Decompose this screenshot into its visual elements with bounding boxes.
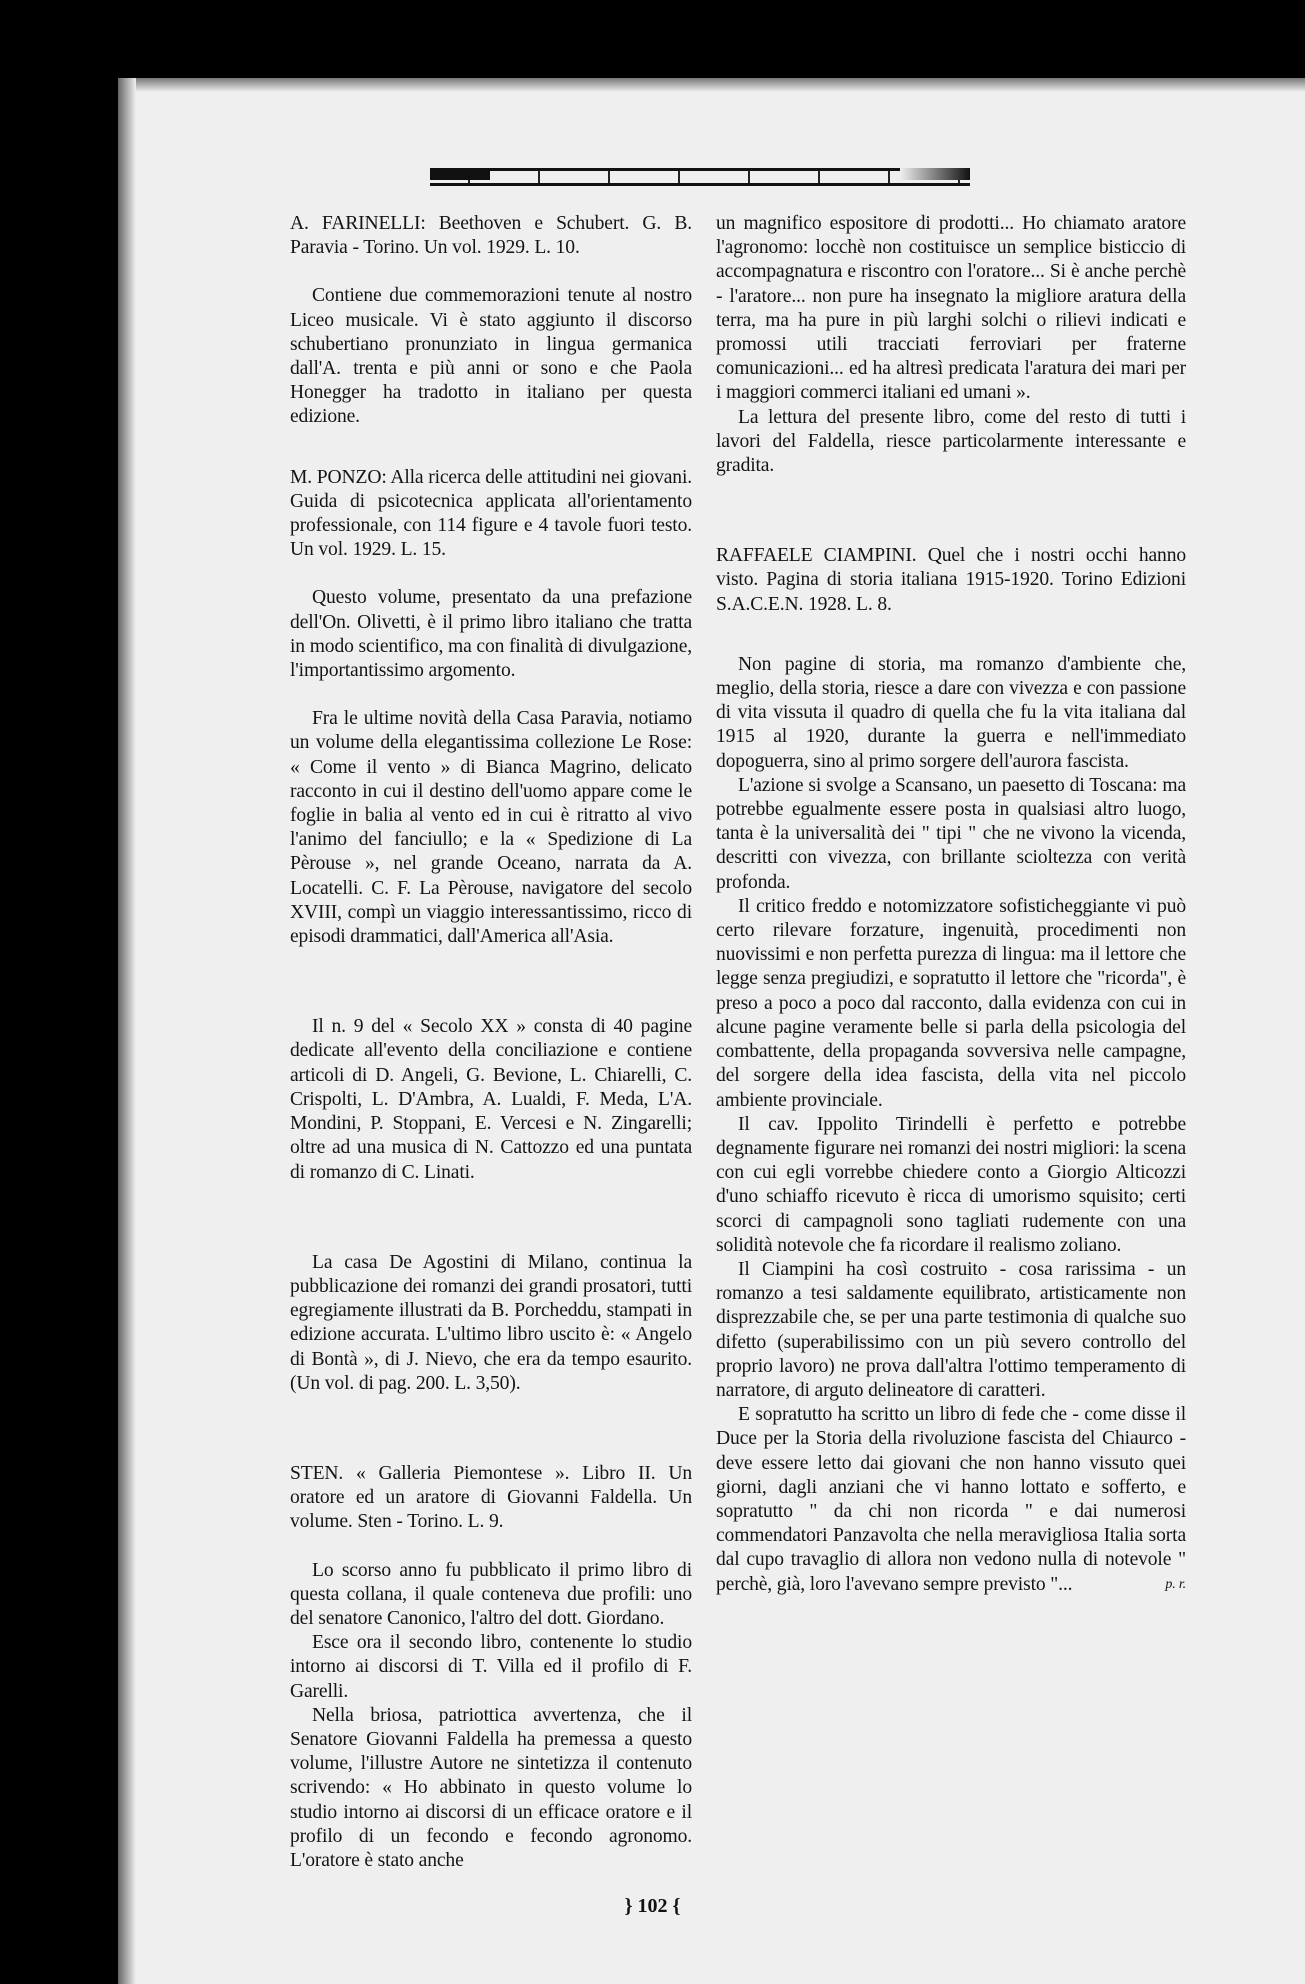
ciampini-review-p2: L'azione si svolge a Scansano, un paesetto di Toscana: ma potrebbe egualmente essere posta in qualsiasi altro luogo, tanta è la universalità dei " tipi " che ne vivono la vicenda, descritti con vivezza, con brillante scioltezza con verità profonda.	[716, 774, 1186, 893]
ciampini-review-p1: Non pagine di storia, ma romanzo d'ambiente che, meglio, della storia, riesce a dare con vivezza e con passione di vita vissuta il quadro di quella che fu la vita italiana dal 1915 al 1920, durante la guerra e nell'immediato dopoguerra, sino al primo sorgere dell'aurora fascista.	[716, 653, 1186, 772]
sten-entry-head: STEN. « Galleria Piemontese ». Libro II. Un oratore ed un aratore di Giovanni Faldella. Un volume. Sten - Torino. L. 9.	[290, 1462, 692, 1533]
ciampini-review-p4: Il cav. Ippolito Tirindelli è perfetto e potrebbe degnamente figurare nei romanzi dei nostri migliori: la scena con cui egli vorrebbe chiedere conto a Giorgio Alticozzi d'uno schiaffo ricevuto è ricca di umorismo squisito; certi scorci di campagnoli sono tagliati rudemente con una solidità notevole che fa ricordare il realismo zoliano.	[716, 1113, 1186, 1256]
paravia-notice: Fra le ultime novità della Casa Paravia, notiamo un volume della elegantissima collezione Le Rose: « Come il vento » di Bianca Magrino, delicato racconto in cui il destino dell'uomo appare come le foglie in balia al vento ed in cui è ritratto al vivo l'animo del fanciullo; e la « Spedizione di La Pèrouse », nel grande Oceano, narrata da A. Locatelli. C. F. La Pèrouse, navigatore del secolo XVIII, compì un viaggio interessantissimo, ricco di episodi drammatici, dall'America all'Asia.	[290, 708, 692, 948]
sten-review-close: La lettura del presente libro, come del resto di tutti i lavori del Faldella, riesce particolarmente interessante e gradita.	[716, 406, 1186, 477]
farinelli-review: Contiene due commemorazioni tenute al nostro Liceo musicale. Vi è stato aggiunto il discorso schubertiano pronunziato in lingua germanica dall'A. trenta e più anni or sono e che Paola Honegger ha tradotto in italiano per questa edizione.	[290, 285, 692, 428]
reviewer-initials: p. r.	[1165, 1576, 1186, 1592]
sten-review-continued: un magnifico espositore di prodotti... Ho chiamato aratore l'agronomo: locchè non costituisce un semplice bisticcio di accompagnatura e riscontro con l'oratore... Si è anche perchè - l'aratore... non pure ha insegnato la migliore aratura della terra, ma ha pure in più larghi solchi o rilievi indicati e promossi utili tracciati ferroviari per fraterne comunicazioni... ed ha altresì predicata l'aratura dei mari per i maggiori commerci italiani ed umani ».	[716, 213, 1186, 404]
ciampini-review-p6-text: E sopratutto ha scritto un libro di fede che - come disse il Duce per la Storia della rivoluzione fascista del Chiaurco - deve essere letto dai giovani che non hanno vissuto quei giorni, dagli anziani che vi hanno lottato e sofferto, e sopratutto " da chi non ricorda " e dai numerosi commendatori Panzavolta che nella meravigliosa Italia sorta dal cupo travaglio di allora non vedono nulla di notevole " perchè, già, loro l'avevano sempre previsto "...	[716, 1404, 1186, 1595]
secolo-xx-notice: Il n. 9 del « Secolo XX » consta di 40 pagine dedicate all'evento della conciliazione e contiene articoli di D. Angeli, G. Bevione, L. Chiarelli, C. Crispolti, L. D'Ambra, A. Lualdi, F. Meda, L'A. Mondini, P. Stoppani, E. Vercesi e N. Zingarelli; oltre ad una musica di N. Cattozzo ed una puntata di romanzo di C. Linati.	[290, 1016, 692, 1183]
ciampini-entry-head: RAFFAELE CIAMPINI. Quel che i nostri occhi hanno visto. Pagina di storia italiana 1915-1920. Torino Edizioni S.A.C.E.N. 1928. L. 8.	[716, 545, 1186, 615]
page-left-shadow	[118, 78, 136, 1984]
ciampini-review-p3: Il critico freddo e notomizzatore sofisticheggiante vi può certo rilevare forzature, ingenuità, procedimenti non nuovissimi e non perfetta purezza di lingua: ma il lettore che legge senza pregiudizi, e sopratutto il lettore che "ricorda", è preso a poco a poco dal racconto, dalla evidenza con cui in alcune pagine veramente belle si parla della psicologia del combattente, della propaganda sovversiva nelle campagne, del sorgere della idea fascista, della vita nel piccolo ambiente provinciale.	[716, 895, 1186, 1111]
de-agostini-notice: La casa De Agostini di Milano, continua la pubblicazione dei romanzi dei grandi prosatori, tutti egregiamente illustrati da B. Porcheddu, stampati in edizione accurata. L'ultimo libro uscito è: « Angelo di Bontà », di J. Nievo, che era da tempo esaurito. (Un vol. di pag. 200. L. 3,50).	[290, 1251, 692, 1394]
farinelli-entry-head: A. FARINELLI: Beethoven e Schubert. G. B. Paravia - Torino. Un vol. 1929. L. 10.	[290, 213, 692, 259]
header-ornament	[430, 168, 970, 186]
sten-review-p1: Lo scorso anno fu pubblicato il primo libro di questa collana, il quale conteneva due profili: uno del senatore Canonico, l'altro del dott. Giordano.	[290, 1559, 692, 1629]
page-top-shadow	[118, 78, 1305, 92]
ciampini-review-p6	[716, 1403, 1186, 1597]
ponzo-entry-head: M. PONZO: Alla ricerca delle attitudini nei giovani. Guida di psicotecnica applicata all'orientamento professionale, con 114 figure e 4 tavole fuori testo. Un vol. 1929. L. 15.	[290, 466, 692, 561]
right-column	[716, 212, 1186, 1597]
left-column	[290, 212, 692, 1873]
sten-review-p2: Esce ora il secondo libro, contenente lo studio intorno ai discorsi di T. Villa ed il profilo di F. Garelli.	[290, 1632, 692, 1702]
ponzo-review: Questo volume, presentato da una prefazione dell'On. Olivetti, è il primo libro italiano che tratta in modo scientifico, ma con finalità di divulgazione, l'importantissimo argomento.	[290, 587, 692, 682]
ciampini-review-p5: Il Ciampini ha così costruito - cosa rarissima - un romanzo a tesi saldamente equilibrato, artisticamente non disprezzabile che, se per una parte testimonia di qualche suo difetto (superabilissimo con un più severo controllo del proprio lavoro) ne prova dall'altra l'ottimo temperamento di narratore, di arguto delineatore di caratteri.	[716, 1258, 1186, 1401]
page-number: } 102 {	[624, 1895, 681, 1917]
sten-review-p3: Nella briosa, patriottica avvertenza, che il Senatore Giovanni Faldella ha premessa a questo volume, l'illustre Autore ne sintetizza il contenuto scrivendo: « Ho abbinato in questo volume lo studio intorno ai discorsi di un efficace oratore e il profilo di un fecondo e fecondo agronomo. L'oratore è stato anche	[290, 1704, 692, 1871]
